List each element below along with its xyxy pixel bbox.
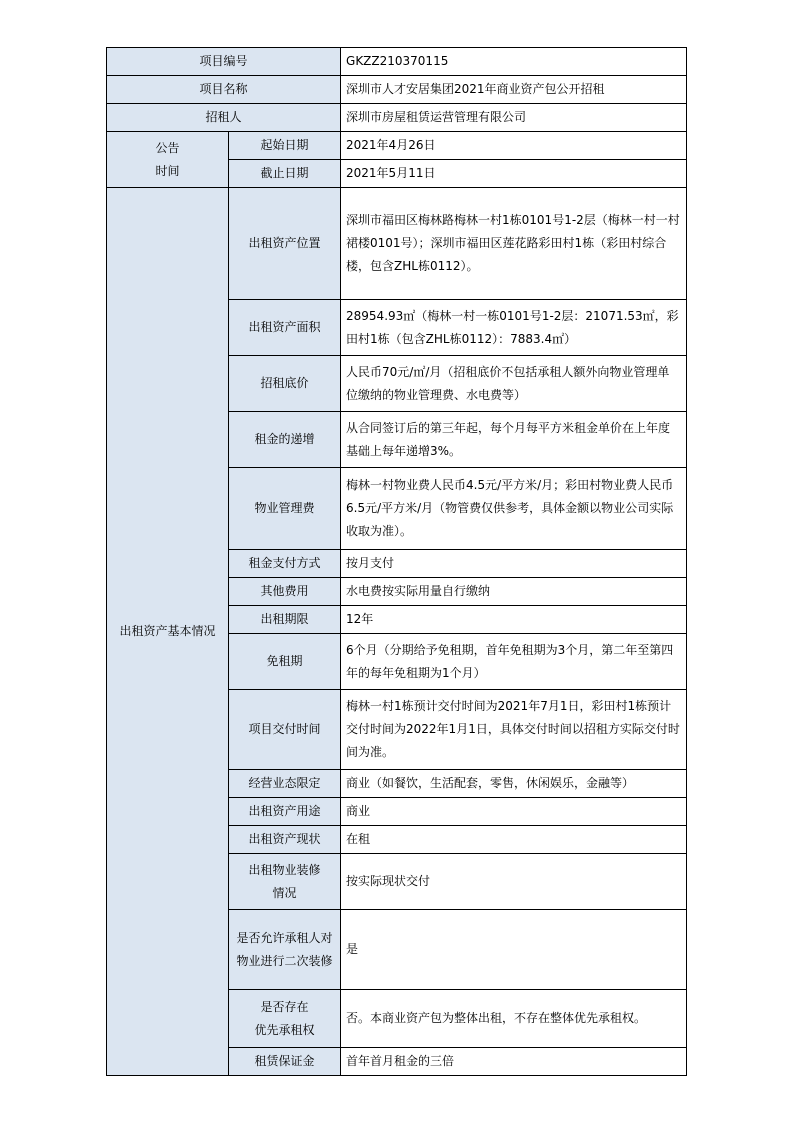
lessor-value: 深圳市房屋租赁运营管理有限公司 <box>341 104 687 132</box>
priority-lease-label-line: 优先承租权 <box>254 1022 315 1037</box>
asset-status-value: 在租 <box>341 826 687 854</box>
decoration-label-line: 情况 <box>272 885 297 900</box>
notice-time-label-line: 公告 <box>155 140 180 155</box>
property-fee-value: 梅林一村物业费人民币4.5元/平方米/月；彩田村物业费人民币6.5元/平方米/月（物管费仅供参考，具体金额以物业公司实际收取为准）。 <box>341 468 687 550</box>
decoration-value: 按实际现状交付 <box>341 854 687 910</box>
delivery-time-label: 项目交付时间 <box>229 690 341 770</box>
notice-time-label <box>107 132 229 188</box>
asset-location-label: 出租资产位置 <box>229 188 341 300</box>
business-type-label: 经营业态限定 <box>229 770 341 798</box>
rent-increase-label: 租金的递增 <box>229 412 341 468</box>
rent-free-label: 免租期 <box>229 634 341 690</box>
decoration-label-line: 出租物业装修 <box>248 862 321 877</box>
delivery-time-value: 梅林一村1栋预计交付时间为2021年7月1日，彩田村1栋预计交付时间为2022年1月1日，具体交付时间以招租方实际交付时间为准。 <box>341 690 687 770</box>
end-date-label: 截止日期 <box>229 160 341 188</box>
project-no-label: 项目编号 <box>107 48 341 76</box>
secondary-decoration-value: 是 <box>341 910 687 990</box>
decoration-label <box>229 854 341 910</box>
payment-method-value: 按月支付 <box>341 550 687 578</box>
lease-info-table <box>106 47 687 1076</box>
payment-method-label: 租金支付方式 <box>229 550 341 578</box>
asset-location-value: 深圳市福田区梅林路梅林一村1栋0101号1-2层（梅林一村一村裙楼0101号）；深圳市福田区莲花路彩田村1栋（彩田村综合楼，包含ZHL栋0112）。 <box>341 188 687 300</box>
lease-term-label: 出租期限 <box>229 606 341 634</box>
property-fee-label: 物业管理费 <box>229 468 341 550</box>
priority-lease-label-line: 是否存在 <box>260 999 309 1014</box>
asset-status-label: 出租资产现状 <box>229 826 341 854</box>
reserve-price-label: 招租底价 <box>229 356 341 412</box>
rent-free-value: 6个月（分期给予免租期，首年免租期为3个月，第二年至第四年的每年免租期为1个月） <box>341 634 687 690</box>
asset-use-value: 商业 <box>341 798 687 826</box>
secondary-decoration-label: 是否允许承租人对物业进行二次装修 <box>229 910 341 990</box>
asset-area-value: 28954.93㎡（梅林一村一栋0101号1-2层：21071.53㎡，彩田村1栋（包含ZHL栋0112）：7883.4㎡） <box>341 300 687 356</box>
reserve-price-value: 人民币70元/㎡/月（招租底价不包括承租人额外向物业管理单位缴纳的物业管理费、水电费等） <box>341 356 687 412</box>
lease-term-value: 12年 <box>341 606 687 634</box>
start-date-label: 起始日期 <box>229 132 341 160</box>
other-fees-label: 其他费用 <box>229 578 341 606</box>
asset-area-label: 出租资产面积 <box>229 300 341 356</box>
priority-lease-value: 否。本商业资产包为整体出租，不存在整体优先承租权。 <box>341 990 687 1048</box>
end-date-value: 2021年5月11日 <box>341 160 687 188</box>
project-name-label: 项目名称 <box>107 76 341 104</box>
deposit-value: 首年首月租金的三倍 <box>341 1048 687 1076</box>
rent-increase-value: 从合同签订后的第三年起，每个月每平方米租金单价在上年度基础上每年递增3%。 <box>341 412 687 468</box>
business-type-value: 商业（如餐饮，生活配套，零售，休闲娱乐，金融等） <box>341 770 687 798</box>
basic-info-label: 出租资产基本情况 <box>107 188 229 1076</box>
other-fees-value: 水电费按实际用量自行缴纳 <box>341 578 687 606</box>
project-name-value: 深圳市人才安居集团2021年商业资产包公开招租 <box>341 76 687 104</box>
notice-time-label-line: 时间 <box>155 163 180 178</box>
lessor-label: 招租人 <box>107 104 341 132</box>
start-date-value: 2021年4月26日 <box>341 132 687 160</box>
asset-use-label: 出租资产用途 <box>229 798 341 826</box>
deposit-label: 租赁保证金 <box>229 1048 341 1076</box>
project-no-value: GKZZ210370115 <box>341 48 687 76</box>
priority-lease-label <box>229 990 341 1048</box>
